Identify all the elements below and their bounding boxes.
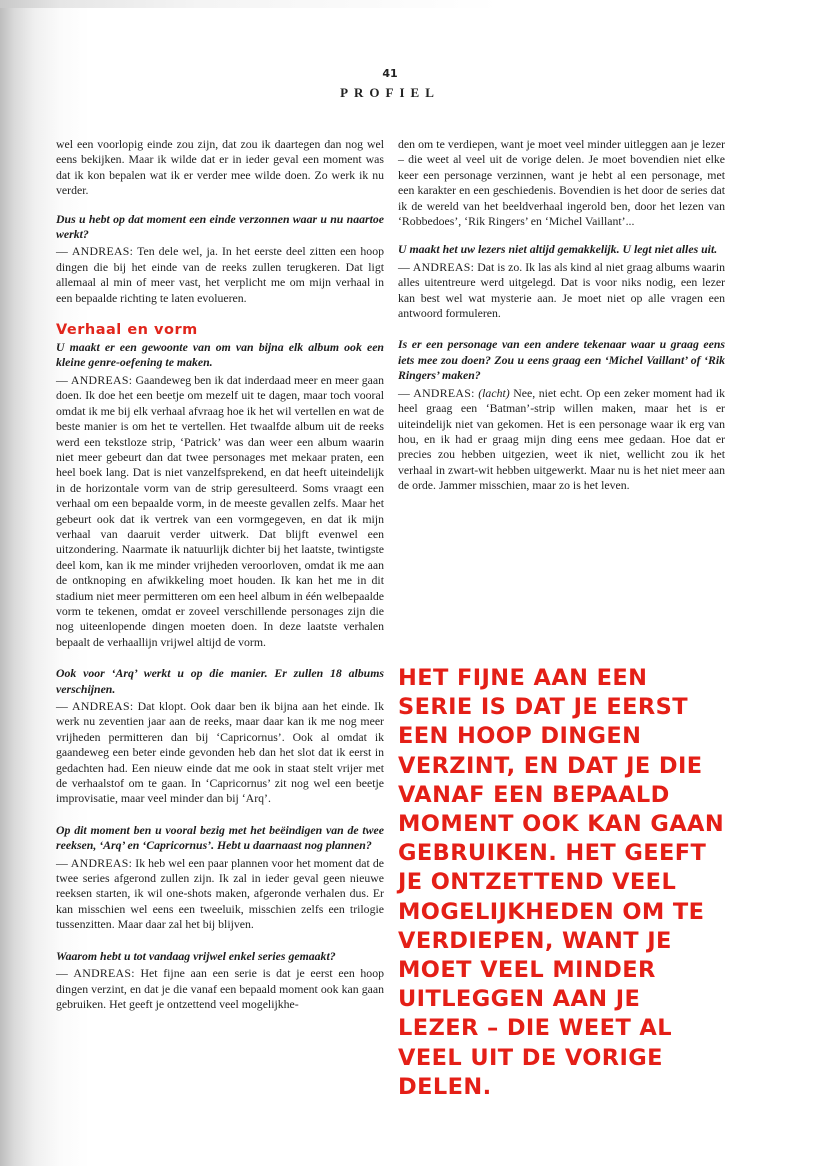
page-number: 41 <box>382 67 398 80</box>
speaker-label: — ANDREAS: <box>56 372 133 387</box>
stage-direction: (lacht) <box>474 385 510 400</box>
interview-answer <box>56 966 384 1012</box>
answer-text: Dat klopt. Ook daar ben ik bijna aan het einde. Ik werk nu zeventien jaar aan de reeks, maar daar kan ik me nog meer vrijheden permitteren dan bij ‘Capricornus’. Ook al omdat ik gaandeweg een beter einde gevonden heb dan het slot dat ik eerst in gedachten had. Een nieuw einde dat me ook in staat stelt vrijer met de verhaalstof om te gaan. In ‘Capricornus’ zit nog wel een beetje improvisatie, maar veel minder dan bij ‘Arq’. <box>56 699 384 806</box>
interview-question: Dus u hebt op dat moment een einde verzonnen waar u nu naartoe werkt? <box>56 211 384 242</box>
answer-text: Nee, niet echt. Op een zeker moment had ik heel graag een ‘Batman’-strip willen maken, maar het is er uiteindelijk niet van gekomen. Het is een personage waar ik erg van hou, en ik had er graag mijn ding eens mee gedaan. Hoe dat er precies zou hebben uitgezien, weet ik niet, wellicht zou ik het verhaal in zwart-wit hebben uitgewerkt. Maar nu is het niet meer aan de orde. Jammer misschien, maar zo is het leven. <box>398 385 725 493</box>
right-column <box>398 137 725 510</box>
interview-question: Is er een personage van een andere tekenaar waar u graag eens iets mee zou doen? Zou u eens graag een ‘Michel Vaillant’ of ‘Rik Ringers’ maken? <box>398 337 725 383</box>
pull-quote: HET FIJNE AAN EEN SERIE IS DAT JE EERST EEN HOOP DINGEN VERZINT, EN DAT JE DIE VANAF EEN BEPAALD MOMENT OOK KAN GAAN GEBRUIKEN. HET GEEFT JE ONTZETTEND VEEL MOGELIJKHEDEN OM TE VERDIEPEN, WANT JE MOET VEEL MINDER UITLEGGEN AAN JE LEZER – DIE WEET AL VEEL UIT DE VORIGE DELEN. <box>398 665 725 1100</box>
interview-question: Waarom hebt u tot vandaag vrijwel enkel series gemaakt? <box>56 948 336 963</box>
paragraph: den om te verdiepen, want je moet veel minder uitleggen aan je lezer – die weet al veel uit de vorige delen. Je moet bovendien niet elke keer een personage verzinnen, want je hebt al een personage, met een karakter en een geschiedenis. Bovendien is het door de series dat ik de wereld van het beeldverhaal ingerold ben, door het lezen van ‘Robbedoes’, ‘Rik Ringers’ en ‘Michel Vaillant’... <box>398 137 725 229</box>
speaker-label: — ANDREAS: <box>56 699 134 713</box>
left-column <box>56 137 384 1028</box>
answer-text: Dat is zo. Ik las als kind al niet graag albums waarin alles uitentreure werd uitgelegd. Dat is voor niks nodig, een lezer kan best wel wat mysterie aan. Je moet niet op alle vragen een antwoord formuleren. <box>398 259 725 321</box>
speaker-label: — ANDREAS: <box>56 244 134 259</box>
speaker-label: — ANDREAS: <box>398 385 475 400</box>
section-title: PROFIEL <box>340 85 440 100</box>
paragraph: wel een voorlopig einde zou zijn, dat zou ik daartegen dan nog wel eens bekijken. Maar ik wilde dat er in ieder geval een moment was dat ik kon bepalen wat ik er verder mee wilde doen. Zo werk ik nu verder. <box>56 137 384 198</box>
speaker-label: — ANDREAS: <box>56 966 135 981</box>
interview-question: U maakt er een gewoonte van om van bijna elk album ook een kleine genre-oefening te maken. <box>56 340 384 370</box>
interview-answer <box>56 373 384 650</box>
speaker-label: — ANDREAS: <box>398 259 475 274</box>
interview-answer <box>398 386 725 494</box>
interview-question: Ook voor ‘Arq’ werkt u op die manier. Er zullen 18 albums verschijnen. <box>56 666 384 696</box>
answer-text: Ik heb wel een paar plannen voor het moment dat de twee series afgerond zullen zijn. Ik zal in ieder geval geen nieuwe reeksen starten, ik wil one-shots maken, afgeronde verhalen dus. Er kan misschien wel eens een tweeluik, misschien zelfs een trilogie tussenzitten. Maar daar zal het bij blijven. <box>56 855 384 932</box>
interview-question: U maakt het uw lezers niet altijd gemakkelijk. U legt niet alles uit. <box>398 242 718 257</box>
interview-question: Op dit moment ben u vooral bezig met het beëindigen van de twee reeksen, ‘Arq’ en ‘Capricornus’. Hebt u daarnaast nog plannen? <box>56 822 384 853</box>
answer-text: Het fijne aan een serie is dat je eerst een hoop dingen verzint, en dat je die vanaf een bepaald moment ook kan gaan gebruiken. Het geeft je ontzettend veel mogelijkhe- <box>56 966 384 1011</box>
interview-answer <box>56 856 384 933</box>
interview-answer <box>398 260 725 322</box>
page-edge-shadow <box>0 0 825 8</box>
interview-answer <box>56 699 384 807</box>
answer-text: Gaandeweg ben ik dat inderdaad meer en meer gaan doen. Ik doe het een beetje om mezelf uit te dagen, maar toch vooral omdat ik me bij elk verhaal afvraag hoe ik het wil vertellen en wat de beste manier is om het te vertellen. Het twaalfde album uit de reeks werd een tekstloze strip, ‘Patrick’ was dan weer een album waarin niet meer gebeurt dan dat twee personages met mekaar praten, een heel boek lang. Dat is niet vanzelfsprekend, en dat heeft uiteindelijk in de horizontale vorm van de strip geresulteerd. Soms vraagt een verhaal om een bepaalde vorm, in de meeste gevallen zelfs. Maar het gebeurt ook dat ik vertrek van een vormgegeven, en dat ik mijn verhaal van daaruit verder uitwerk. Dat blijft evenwel een uitzondering. Naarmate ik natuurlijk dichter bij het laatste, twintigste deel kom, kan ik me minder vrijheden veroorloven, omdat ik me aan de ontknoping en afwikkeling moet houden. Ik kan het me in dit stadium niet meer permitteren om een heel album in één welbepaalde vorm te tekenen, omdat er zoveel verschillende personages zijn die nog uiteenlopende dingen moeten doen. In deze laatste verhalen bepaalt de verhaallijn vrijwel altijd de vorm. <box>56 372 385 649</box>
subheading: Verhaal en vorm <box>56 322 198 339</box>
interview-answer <box>56 244 384 306</box>
answer-text: Ten dele wel, ja. In het eerste deel zitten een hoop dingen die bij het einde van de reeks zullen terugkeren. Dat ligt allemaal al min of meer vast, het verplicht me om mijn verhaal in een bepaalde richting te laten evolueren. <box>56 244 384 305</box>
speaker-label: — ANDREAS: <box>56 855 133 870</box>
